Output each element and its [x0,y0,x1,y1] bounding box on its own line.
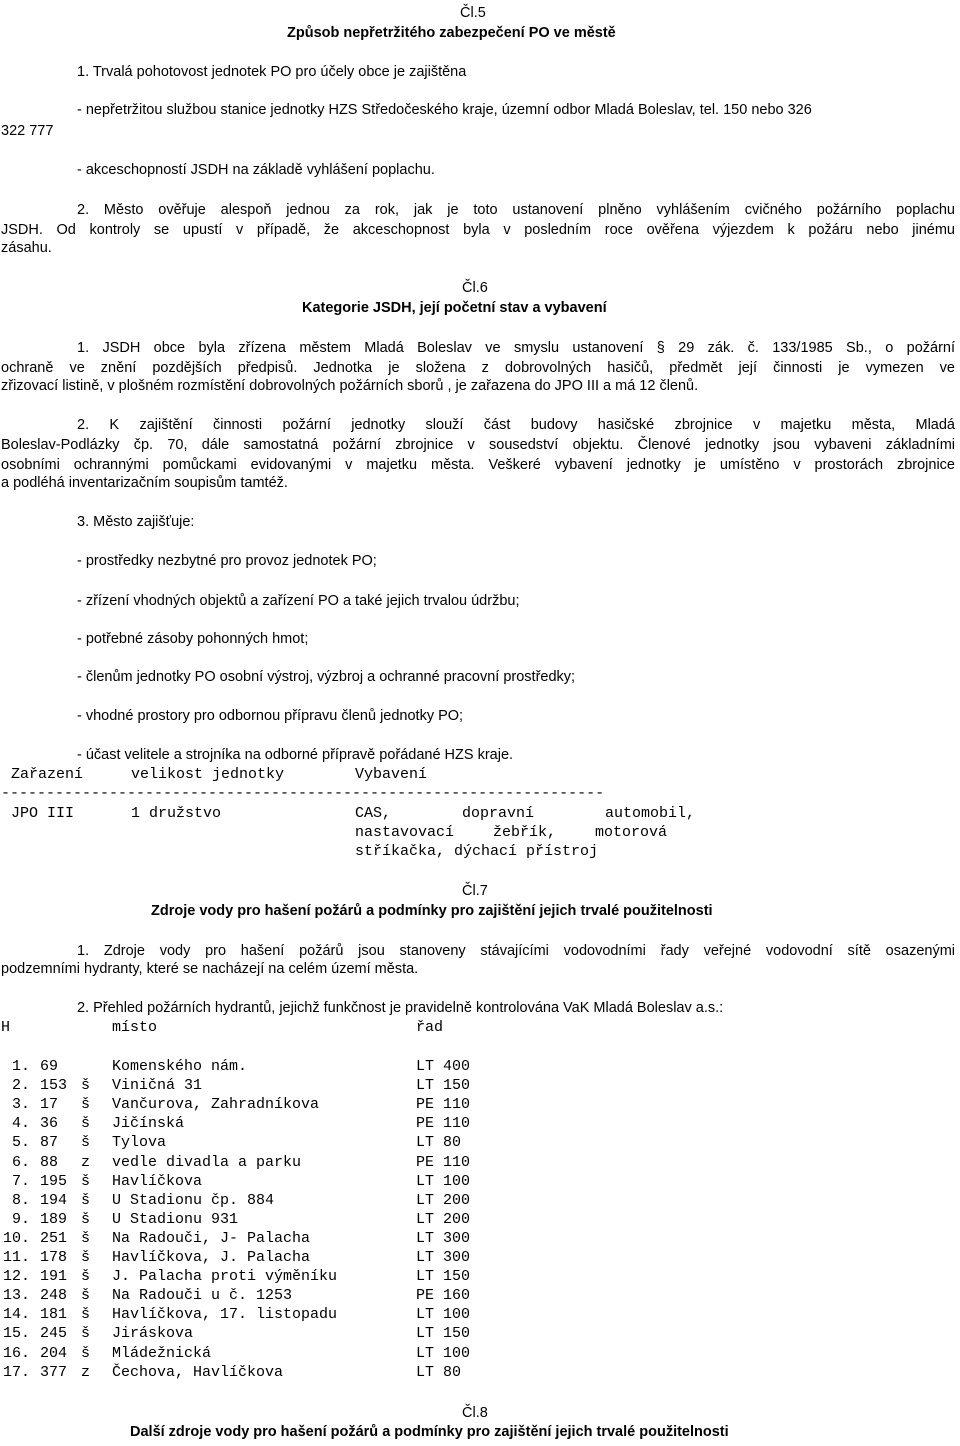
hydrant-id: 189 [40,1210,68,1228]
hydrant-row [0,1305,500,1324]
list-item: - účast velitele a strojníka na odborné přípravě pořádané HZS kraje. [77,747,514,763]
hydrant-number: 1. [11,1058,30,1075]
hydrant-id: 87 [40,1134,59,1152]
hydrant-main: PE 110 [416,1153,471,1171]
article-6-title: Kategorie JSDH, její početní stav a vybavení [302,300,607,316]
hydrant-row [0,1344,500,1363]
hydrant-type: š [81,1210,91,1228]
paragraph-text: podzemními hydranty, které se nacházejí na celém území města. [1,961,419,977]
hydrant-number: 2. [11,1077,30,1095]
hydrant-place: Viničná 31 [112,1077,203,1095]
hydrant-row [0,1267,500,1286]
hydrant-type: š [81,1325,91,1343]
hydrant-type: š [81,1306,91,1324]
hydrant-main: LT 80 [416,1363,462,1381]
table-header-category: Zařazení [11,766,84,783]
table-cell-category: JPO III [11,805,75,822]
hydrant-row [0,1191,500,1210]
paragraph-text: 1. Zdroje vody pro hašení požárů jsou stanoveny stávajícími vodovodními řady veřejné vodovodní sítě osazenými [77,943,955,959]
article-5-heading: Čl.5 [460,5,486,21]
list-item: - prostředky nezbytné pro provoz jednotek PO; [77,553,377,569]
table-cell-equipment: nastavovací žebřík, motorová [355,824,667,841]
hydrant-place: Vančurova, Zahradníkova [112,1096,320,1114]
hydrant-place: U Stadionu čp. 884 [112,1191,275,1209]
hydrant-number: 14. [2,1306,30,1324]
hydrant-row [0,1114,500,1133]
hydrant-main: LT 300 [416,1229,471,1247]
hydrant-id: 204 [40,1344,68,1362]
table-rule: ------------------------------------------------------------------- [1,785,605,802]
paragraph-text: 1. JSDH obce byla zřízena městem Mladá Boleslav ve smyslu ustanovení § 29 zák. č. 133/1985 Sb., o požární [77,340,955,356]
hydrant-main: LT 200 [416,1191,471,1209]
article-7-heading: Čl.7 [462,883,488,899]
hydrant-number: 5. [11,1134,30,1152]
hydrant-id: 181 [40,1306,68,1324]
hydrant-row [0,1076,500,1095]
hydrant-type: š [81,1229,91,1247]
hydrant-number: 16. [2,1344,30,1362]
hydrant-main: PE 110 [416,1115,471,1133]
hydrant-id: 88 [40,1153,59,1171]
hydrant-row [0,1229,500,1248]
hydrant-number: 15. [2,1325,30,1343]
hydrant-type: š [81,1249,91,1266]
hydrant-number: 7. [11,1172,30,1190]
hydrant-type: š [81,1268,91,1286]
hydrant-row [0,1286,500,1305]
hydrant-row [0,1057,500,1076]
hydrant-place: Tylova [112,1134,167,1152]
hydrant-number: 4. [11,1115,30,1133]
hydrant-main: LT 150 [416,1325,471,1343]
table-cell-equipment: stříkačka, dýchací přístroj [355,843,599,860]
paragraph-text: ochraně ve znění pozdějších předpisů. Jednotka je složena z dobrovolných hasičů, předmět její činnosti je vymezen ve [1,360,955,376]
hydrant-type: z [81,1363,91,1381]
hydrant-type: š [81,1134,91,1152]
hydrant-main: PE 110 [416,1096,471,1114]
hydrant-row [0,1095,500,1114]
hydrant-number: 11. [2,1249,30,1266]
hydrant-number: 8. [11,1191,30,1209]
table-cell-size: 1 družstvo [131,805,222,822]
article-7-title: Zdroje vody pro hašení požárů a podmínky pro zajištění jejich trvalé použitelnosti [151,903,713,919]
paragraph-text: 322 777 [1,123,54,139]
article-8-heading: Čl.8 [462,1405,488,1421]
hydrant-row [0,1324,500,1343]
list-item: - členům jednotky PO osobní výstroj, výzbroj a ochranné pracovní prostředky; [77,669,576,685]
hydrant-id: 17 [40,1096,59,1114]
hydrant-place: Komenského nám. [112,1058,248,1075]
hydrant-place: Havlíčkova, J. Palacha [112,1249,311,1266]
hydrant-place: Čechova, Havlíčkova [112,1363,284,1381]
hydrant-main: LT 150 [416,1268,471,1286]
table-cell-equipment: CAS, dopravní automobil, [355,805,695,822]
hydrant-number: 17. [2,1363,30,1381]
hydrant-place: Na Radouči u č. 1253 [112,1287,293,1305]
hydrant-id: 248 [40,1287,68,1305]
hydrant-number: 6. [11,1153,30,1171]
hydrant-place: Jičínská [112,1115,185,1133]
hydrant-id: 377 [40,1363,68,1381]
hydrant-main: LT 150 [416,1077,471,1095]
hydrant-place: vedle divadla a parku [112,1153,302,1171]
hydrant-number: 13. [2,1287,30,1305]
article-8-title: Další zdroje vody pro hašení požárů a podmínky pro zajištění jejich trvalé použitelnosti [130,1424,729,1440]
hydrant-id: 178 [40,1249,68,1266]
hydrant-id: 36 [40,1115,59,1133]
table-header-size: velikost jednotky [131,766,285,783]
hydrant-type: š [81,1172,91,1190]
hydrant-place: Havlíčkova [112,1172,203,1190]
hydrant-place: Havlíčkova, 17. listopadu [112,1306,338,1324]
hydrant-main: LT 100 [416,1306,471,1324]
hydrant-place: Jiráskova [112,1325,194,1343]
paragraph-text: osobními ochrannými pomůckami evidovanými v majetku města. Veškeré vybavení jednotky je umístěno v prostorách zbrojnice [1,457,955,473]
hydrant-row [0,1153,500,1172]
hydrant-row [0,1210,500,1229]
hydrant-place: Mládežnická [112,1344,212,1362]
hydrant-id: 195 [40,1172,68,1190]
hydrant-main: LT 200 [416,1210,471,1228]
hydrant-type: š [81,1115,91,1133]
hydrant-id: 245 [40,1325,68,1343]
paragraph-text: 2. Město ověřuje alespoň jednou za rok, jak je toto ustanovení plněno vyhlášením cvičného požárního poplachu [77,202,955,218]
hydrant-row [0,1363,500,1382]
paragraph-text: - nepřetržitou službou stanice jednotky HZS Středočeského kraje, územní odbor Mladá Boleslav, tel. 150 nebo 326 [77,102,812,118]
paragraph-text: zásahu. [1,240,52,256]
hydrant-place: J. Palacha proti výměníku [112,1268,338,1286]
hydrant-number: 10. [2,1229,30,1247]
paragraph-text: JSDH. Od kontroly se upustí v případě, že akceschopnost byla v posledním roce ověřena výjezdem k požáru nebo jinému [1,222,955,238]
list-item: - vhodné prostory pro odbornou přípravu členů jednotky PO; [77,708,464,724]
hydrant-type: š [81,1096,91,1114]
paragraph-text: 1. Trvalá pohotovost jednotek PO pro účely obce je zajištěna [77,64,467,80]
hydrant-place: U Stadionu 931 [112,1210,239,1228]
hydrant-main: LT 100 [416,1344,471,1362]
hydrant-main: LT 300 [416,1249,471,1266]
hydrant-id: 194 [40,1191,68,1209]
hydrant-type: š [81,1077,91,1095]
list-item: - zřízení vhodných objektů a zařízení PO a také jejich trvalou údržbu; [77,593,520,609]
hydrant-type: š [81,1287,91,1305]
hydrant-type: š [81,1344,91,1362]
hydrant-main: LT 400 [416,1058,471,1075]
paragraph-text: 2. Přehled požárních hydrantů, jejichž funkčnost je pravidelně kontrolována VaK Mladá Boleslav a.s.: [77,1000,724,1016]
paragraph-text: 2. K zajištění činnosti požární jednotky slouží část budovy hasičské zbrojnice v majetku města, Mladá [77,417,955,433]
hydrant-main: LT 80 [416,1134,462,1152]
hydrant-header-main: řad [416,1019,444,1036]
hydrant-row [0,1133,500,1152]
hydrant-type: š [81,1191,91,1209]
hydrant-id: 251 [40,1229,68,1247]
paragraph-text: zřizovací listině, v plošném rozmístění dobrovolných požárních sborů , je zařazena do JPO III a má 12 členů. [1,378,699,394]
paragraph-text: - akceschopností JSDH na základě vyhlášení poplachu. [77,162,435,178]
paragraph-text: 3. Město zajišťuje: [77,514,195,530]
hydrant-row [0,1248,500,1267]
table-header-equipment: Vybavení [355,766,428,783]
hydrant-header-h: H [1,1019,11,1036]
article-6-heading: Čl.6 [462,280,488,296]
hydrant-row [0,1172,500,1191]
paragraph-text: Boleslav-Podlázky čp. 70, dále samostatná požární zbrojnice v sousedství objektu. Členové jednotky jsou vybaveni základními [1,437,955,453]
hydrant-id: 191 [40,1268,68,1286]
hydrant-main: LT 100 [416,1172,471,1190]
paragraph-text: a podléhá inventarizačním soupisům tamtéž. [1,475,288,491]
hydrant-number: 12. [2,1268,30,1286]
hydrant-main: PE 160 [416,1287,471,1305]
article-5-title: Způsob nepřetržitého zabezpečení PO ve městě [287,25,616,41]
hydrant-type: z [81,1153,91,1171]
hydrant-number: 9. [11,1210,30,1228]
hydrant-id: 153 [40,1077,68,1095]
hydrant-place: Na Radouči, J- Palacha [112,1229,311,1247]
hydrant-header-place: místo [112,1019,158,1036]
hydrant-number: 3. [11,1096,30,1114]
hydrant-id: 69 [40,1058,59,1075]
list-item: - potřebné zásoby pohonných hmot; [77,631,309,647]
